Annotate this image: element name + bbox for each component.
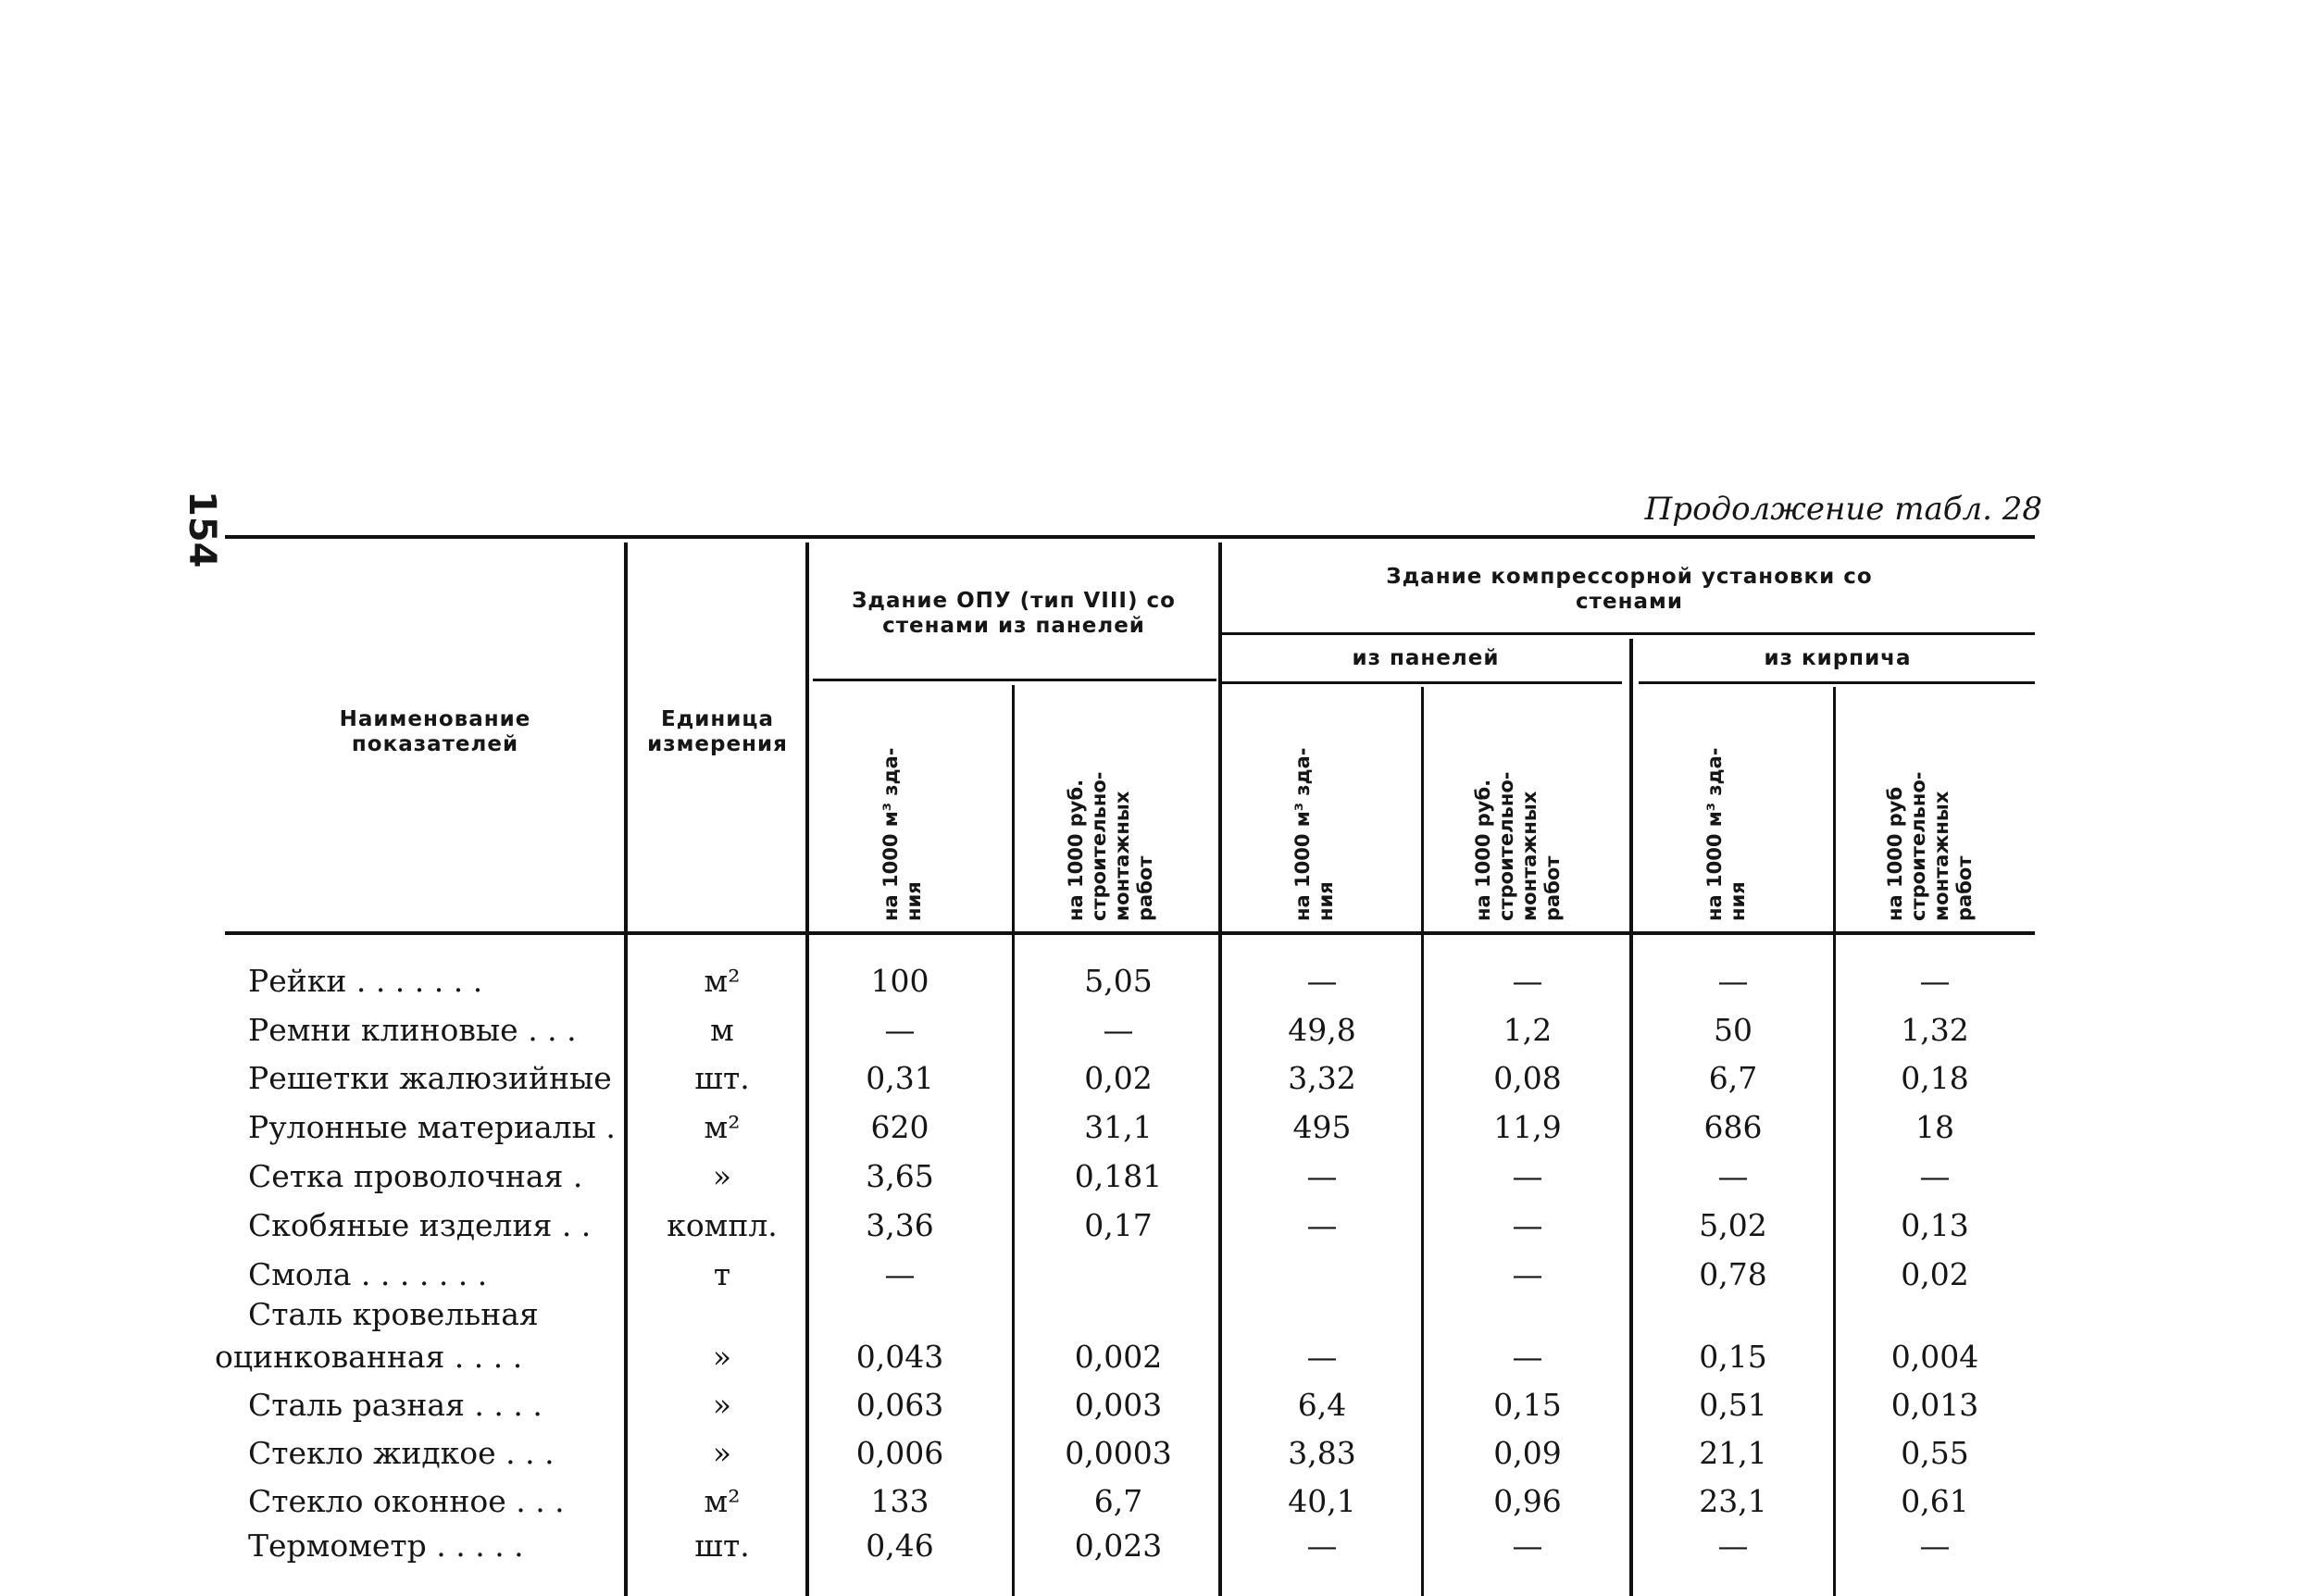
row-value: — <box>1306 1527 1338 1564</box>
row-value: 0,181 <box>1074 1158 1163 1194</box>
row-value: 18 <box>1915 1109 1954 1145</box>
row-name: Сталь разная . . . . <box>248 1387 543 1423</box>
header-bottom-rule <box>225 931 2035 935</box>
row-value: 3,65 <box>866 1158 934 1194</box>
row-value: 11,9 <box>1493 1109 1562 1145</box>
col-divider-1 <box>624 542 628 1596</box>
header-panels-per-cost: на 1000 руб. строительно- монтажных работ <box>1472 771 1564 921</box>
row-name: Ремни клиновые . . . <box>248 1012 577 1048</box>
row-value: 0,61 <box>1901 1483 1969 1519</box>
row-value: 6,4 <box>1297 1387 1347 1423</box>
row-name: Стекло жидкое . . . <box>248 1435 555 1471</box>
row-value: — <box>1919 1527 1951 1564</box>
header-sub-panels: из панелей <box>1352 646 1500 670</box>
header-opu-per-volume: на 1000 м³ зда- ния <box>879 747 925 921</box>
row-name: Сетка проволочная . <box>248 1158 583 1194</box>
row-value: 50 <box>1714 1012 1752 1048</box>
header-sub-brick: из кирпича <box>1764 646 1912 670</box>
row-name: Рейки . . . . . . . <box>248 963 483 999</box>
row-value: — <box>1512 1207 1543 1243</box>
row-value: — <box>1717 1158 1749 1194</box>
col-divider-4 <box>1218 542 1222 1596</box>
header-group-opu: Здание ОПУ (тип VIII) со стенами из панелей <box>852 589 1176 638</box>
row-unit: м² <box>704 1109 741 1145</box>
header-brick-per-volume: на 1000 м³ зда- ния <box>1703 747 1749 921</box>
row-name: Стекло оконное . . . <box>248 1483 565 1519</box>
row-value: 0,46 <box>866 1527 934 1564</box>
row-unit: м² <box>704 963 741 999</box>
row-value: — <box>1717 963 1749 999</box>
compressor-rule <box>1222 632 2035 635</box>
row-name: Смола . . . . . . . <box>248 1256 488 1292</box>
brick-sub-rule <box>1639 681 2035 684</box>
row-value: 0,02 <box>1901 1256 1969 1292</box>
row-value: — <box>1306 963 1338 999</box>
row-value: 23,1 <box>1699 1483 1767 1519</box>
row-value: — <box>1306 1207 1338 1243</box>
table-top-rule <box>225 535 2035 539</box>
row-value: 0,55 <box>1901 1435 1969 1471</box>
row-name: Скобяные изделия . . <box>248 1207 592 1243</box>
row-unit: шт. <box>694 1060 750 1096</box>
row-value: 6,7 <box>1093 1483 1143 1519</box>
row-value: — <box>1103 1012 1134 1048</box>
row-value: — <box>1717 1527 1749 1564</box>
row-value: 620 <box>870 1109 929 1145</box>
row-value: 0,08 <box>1493 1060 1562 1096</box>
row-value: — <box>1512 1158 1543 1194</box>
row-value: — <box>884 1012 916 1048</box>
row-name: Сталь кровельная <box>248 1296 539 1332</box>
row-unit: » <box>712 1387 732 1423</box>
row-value: 3,83 <box>1288 1435 1356 1471</box>
header-name: Наименование показателей <box>339 707 531 756</box>
row-value: 686 <box>1703 1109 1763 1145</box>
row-value: 133 <box>870 1483 929 1519</box>
col-divider-7 <box>1833 687 1836 1596</box>
col-divider-5 <box>1421 687 1424 1596</box>
header-opu-per-cost: на 1000 руб. строительно- монтажных работ <box>1065 771 1156 921</box>
row-value: 0,18 <box>1901 1060 1969 1096</box>
row-unit: » <box>712 1158 732 1194</box>
row-unit: » <box>712 1435 732 1471</box>
row-value: — <box>1512 1256 1543 1292</box>
row-value: — <box>1512 1527 1543 1564</box>
row-value: 0,78 <box>1699 1256 1767 1292</box>
row-value: 0,063 <box>855 1387 944 1423</box>
row-unit: » <box>712 1339 732 1375</box>
row-value: 0,02 <box>1084 1060 1153 1096</box>
row-value: 0,15 <box>1699 1339 1767 1375</box>
row-value: 6,7 <box>1708 1060 1758 1096</box>
row-unit: шт. <box>694 1527 750 1564</box>
row-value: 0,09 <box>1493 1435 1562 1471</box>
row-value: 5,05 <box>1084 963 1153 999</box>
header-brick-per-cost: на 1000 руб строительно- монтажных работ <box>1884 771 1976 921</box>
row-unit: т <box>713 1256 731 1292</box>
row-name: Термометр . . . . . <box>248 1527 524 1564</box>
row-unit: компл. <box>667 1207 778 1243</box>
row-value: 0,96 <box>1493 1483 1562 1519</box>
row-value: 49,8 <box>1288 1012 1356 1048</box>
row-value: 0,13 <box>1901 1207 1969 1243</box>
header-panels-per-volume: на 1000 м³ зда- ния <box>1291 747 1337 921</box>
row-value: 0,51 <box>1699 1387 1767 1423</box>
row-value: 0,003 <box>1074 1387 1163 1423</box>
row-value: — <box>1306 1158 1338 1194</box>
row-value: 5,02 <box>1699 1207 1767 1243</box>
row-value: — <box>1512 963 1543 999</box>
row-value: 3,32 <box>1288 1060 1356 1096</box>
row-value: 21,1 <box>1699 1435 1767 1471</box>
row-value: 0,0003 <box>1065 1435 1172 1471</box>
row-name-continued: оцинкованная . . . . <box>215 1339 523 1375</box>
row-value: 31,1 <box>1084 1109 1153 1145</box>
row-value: 3,36 <box>866 1207 934 1243</box>
page-number: 154 <box>181 491 223 568</box>
col-divider-6 <box>1629 639 1633 1596</box>
row-value: 0,31 <box>866 1060 934 1096</box>
row-name: Решетки жалюзийные <box>248 1060 612 1096</box>
row-value: 0,043 <box>855 1339 944 1375</box>
opu-sub-rule <box>813 679 1216 681</box>
row-value: — <box>1919 1158 1951 1194</box>
row-unit: м <box>710 1012 734 1048</box>
header-group-compressor: Здание компрессорной установки со стенами <box>1386 565 1873 614</box>
row-value: 0,17 <box>1084 1207 1153 1243</box>
row-value: — <box>1306 1339 1338 1375</box>
header-unit: Единица измерения <box>647 707 788 756</box>
continuation-caption: Продолжение табл. 28 <box>1644 491 2042 528</box>
row-value: — <box>884 1256 916 1292</box>
row-value: 40,1 <box>1288 1483 1356 1519</box>
panels-sub-rule <box>1222 681 1622 684</box>
row-value: 0,15 <box>1493 1387 1562 1423</box>
row-value: 0,013 <box>1890 1387 1979 1423</box>
row-value: 0,006 <box>855 1435 944 1471</box>
row-name: Рулонные материалы . <box>248 1109 616 1145</box>
col-divider-3 <box>1012 685 1015 1596</box>
row-value: 0,004 <box>1890 1339 1979 1375</box>
row-value: 0,002 <box>1074 1339 1163 1375</box>
row-value: 1,32 <box>1901 1012 1969 1048</box>
row-unit: м² <box>704 1483 741 1519</box>
row-value: 100 <box>870 963 929 999</box>
row-value: 1,2 <box>1503 1012 1553 1048</box>
row-value: — <box>1512 1339 1543 1375</box>
row-value: 495 <box>1292 1109 1352 1145</box>
row-value: 0,023 <box>1074 1527 1163 1564</box>
row-value: — <box>1919 963 1951 999</box>
